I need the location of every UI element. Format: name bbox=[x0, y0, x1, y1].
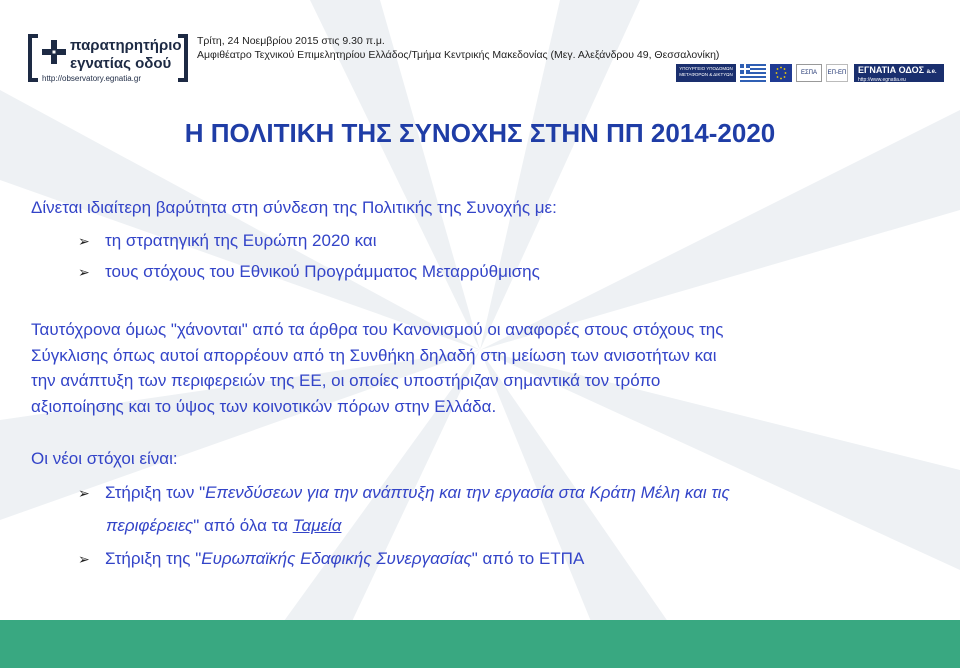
arrow-bullet-icon: ➢ bbox=[78, 233, 90, 249]
bullet-text: τη στρατηγική της Ευρώπη 2020 και bbox=[105, 231, 377, 250]
slide-title: Η ΠΟΛΙΤΙΚΗ ΤΗΣ ΣΥΝΟΧΗΣ ΣΤΗΝ ΠΠ 2014-2020 bbox=[184, 118, 776, 148]
goal1-middle: " από όλα τα bbox=[193, 516, 293, 535]
espa-logo: ΕΣΠΑ bbox=[796, 64, 822, 82]
arrow-bullet-icon: ➢ bbox=[78, 485, 90, 501]
bullet-text: τους στόχους του Εθνικού Προγράμματος Μεταρρύθμισης bbox=[105, 262, 540, 281]
logo-title-line2: εγνατίας οδού bbox=[70, 55, 172, 72]
goals-heading: Οι νέοι στόχοι είναι: bbox=[31, 449, 178, 468]
bullet-item bbox=[78, 231, 377, 251]
paragraph-line: την ανάπτυξη των περιφερειών της ΕΕ, οι οποίες υποστήριζαν σημαντικά τον τρόπο bbox=[31, 371, 661, 390]
egnatia-logo-suffix: a.e. bbox=[926, 69, 937, 75]
goal1-italic-line2: περιφέρειες bbox=[106, 516, 194, 535]
goal-item bbox=[78, 483, 730, 503]
arrow-bullet-icon: ➢ bbox=[78, 264, 90, 280]
goal-item bbox=[78, 549, 584, 569]
arrow-bullet-icon: ➢ bbox=[78, 551, 90, 567]
goal2-prefix: Στήριξη της " bbox=[105, 549, 202, 568]
event-venue: Αμφιθέατρο Τεχνικού Επιμελητηρίου Ελλάδος/Τμήμα Κεντρικής Μακεδονίας (Μεγ. Αλεξάνδρου 49, Θεσσαλονίκη) bbox=[197, 49, 720, 61]
paragraph-line: Ταυτόχρονα όμως "χάνονται" από τα άρθρα του Κανονισμού οι αναφορές στους στόχους της bbox=[31, 320, 724, 339]
goal1-prefix: Στήριξη των " bbox=[105, 483, 206, 502]
bullet-item bbox=[78, 262, 540, 282]
goal2-suffix: " από το ΕΤΠΑ bbox=[471, 549, 585, 568]
goal1-funds-link: Ταμεία bbox=[292, 516, 342, 535]
goal2-italic: Ευρωπαϊκής Εδαφικής Συνεργασίας bbox=[201, 549, 472, 568]
event-date: Τρίτη, 24 Νοεμβρίου 2015 στις 9.30 π.μ. bbox=[197, 35, 385, 47]
paragraph-line: αξιοποίησης και το ύψος των κοινοτικών πόρων στην Ελλάδα. bbox=[31, 396, 497, 416]
intro-text: Δίνεται ιδιαίτερη βαρύτητα στη σύνδεση της Πολιτικής της Συνοχής με: bbox=[31, 198, 557, 217]
body-paragraph bbox=[31, 317, 946, 419]
ep-ep-logo: ΕΠ-ΕΠ bbox=[826, 64, 848, 82]
ministry-logo: ΥΠΟΥΡΓΕΙΟ ΥΠΟΔΟΜΩΝ ΜΕΤΑΦΟΡΩΝ & ΔΙΚΤΥΩΝ bbox=[676, 64, 736, 82]
goal-item-continuation bbox=[106, 516, 341, 536]
logo-url[interactable]: http://observatory.egnatia.gr bbox=[42, 74, 142, 83]
logo-title-line1: παρατηρητήριο bbox=[70, 37, 182, 54]
footer-bar bbox=[0, 620, 960, 668]
paragraph-line: Σύγκλισης όπως αυτοί απορρέουν από τη Συνθήκη δηλαδή στη μείωση των ανισοτήτων και bbox=[31, 345, 717, 365]
egnatia-logo-name: ΕΓΝΑΤΙΑ ΟΔΟΣ bbox=[858, 65, 925, 75]
goal1-italic-line1: Επενδύσεων για την ανάπτυξη και την εργασία στα Κράτη Μέλη και τις bbox=[205, 483, 730, 502]
egnatia-logo-url: http://www.egnatia.eu bbox=[858, 77, 906, 83]
